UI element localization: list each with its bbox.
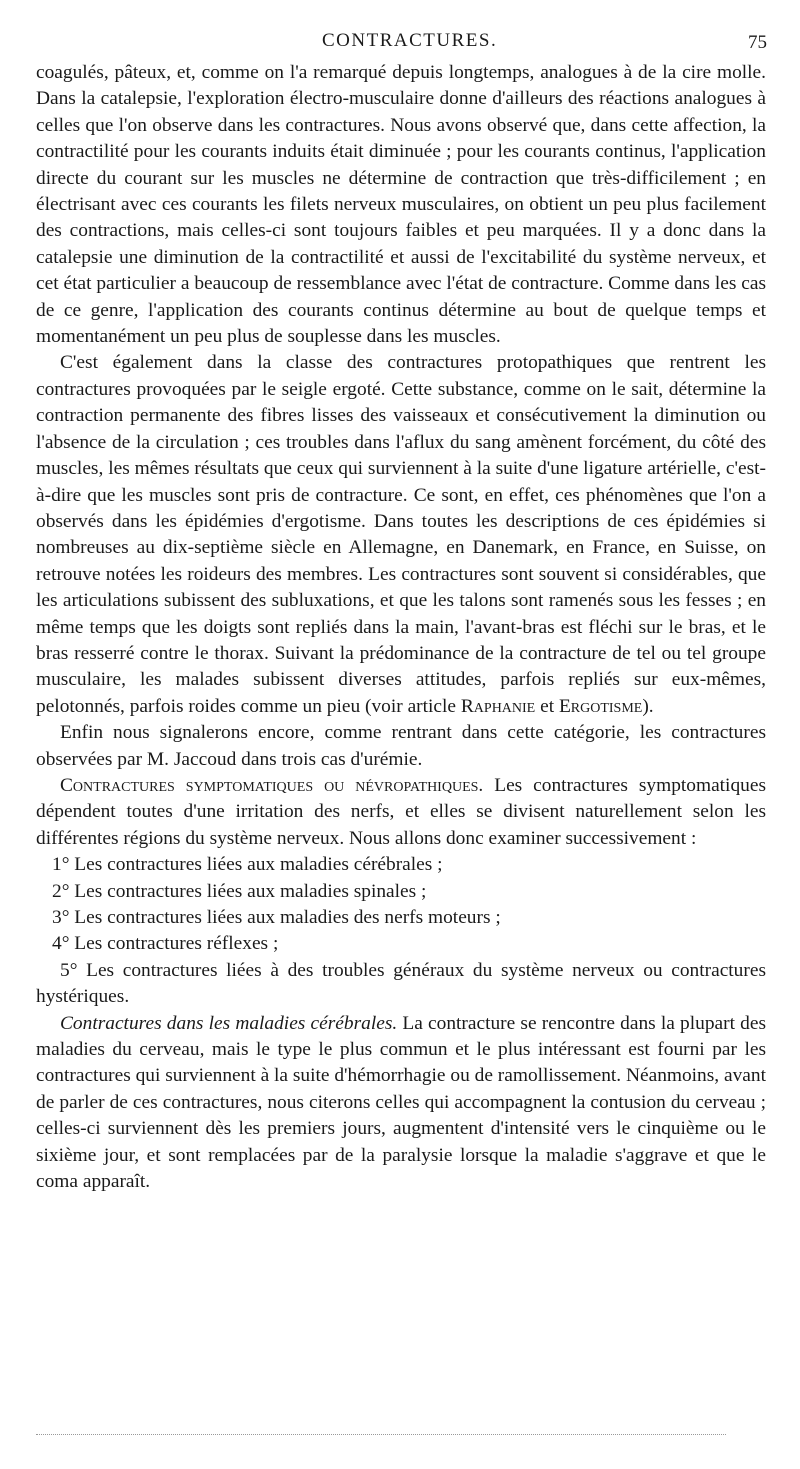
- paragraph-symptomatic: [36, 773, 766, 852]
- ref-close: ).: [642, 695, 654, 717]
- page-body: [36, 60, 766, 1195]
- section-heading-cerebral: Contractures dans les maladies cérébrales.: [60, 1012, 398, 1034]
- paragraph-ergot-text: C'est également dans la classe des contractures protopathiques que rentrent les contractures provoquées par le seigle ergoté. Cette substance, comme on le sait, détermine la contraction permanente des fibres lisses des vaisseaux et consécutivement la diminution ou l'absence de la circulation ; ces troubles dans l'aflux du sang amènent forcément, du côté des muscles, les mêmes résultats que ceux qui surviennent à la suite d'une ligature artérielle, c'est-à-dire que les muscles sont pris de contracture. Ce sont, en effet, ces phénomènes que l'on a observés dans les épidémies d'ergotisme. Dans toutes les descriptions de ces épidémies si nombreuses au dix-septième siècle en Allemagne, en Danemark, en France, en Suisse, on retrouve notées les roideurs des membres. Les contractures sont souvent si considérables, que les articulations subissent des subluxations, et que les talons sont ramenés sous les fesses ; en même temps que les doigts sont repliés dans la main, l'avant-bras est fléchi sur le bras, et le bras resserré contre le thorax. Suivant la prédominance de la contracture de tel ou tel groupe musculaire, les malades subissent diverses attitudes, parfois repliés sur eux-mêmes, pelotonnés, parfois roides comme un pieu (voir article: [36, 352, 766, 717]
- paragraph-catalepsy: coagulés, pâteux, et, comme on l'a remarqué depuis longtemps, analogues à de la cire molle. Dans la catalepsie, l'exploration électro-musculaire donne d'ailleurs des réactions analogues à celles que l'on observe dans les contractures. Nous avons observé que, dans cette affection, la contractilité pour les courants induits était diminuée ; pour les courants continus, l'application directe du courant sur les muscles ne détermine de contraction que très-difficilement ; en électrisant avec ces courants les filets nerveux musculaires, on obtient un peu plus facilement des contractions, mais celles-ci sont toujours faibles et peu marquées. Il y a donc dans la catalepsie une diminution de la contractilité et aussi de l'excitabilité du système nerveux, et cet état particulier a beaucoup de ressemblance avec l'état de contracture. Comme dans les cas de ce genre, l'application des courants continus détermine au bout de quelque temps et momentanément un peu plus de souplesse dans les muscles.: [36, 62, 766, 348]
- running-head: CONTRACTURES.: [322, 30, 498, 51]
- list-item: 5° Les contractures liées à des troubles généraux du système nerveux ou contractures hystériques.: [36, 959, 766, 1008]
- paragraph-uremia: Enfin nous signalerons encore, comme rentrant dans cette catégorie, les contractures observées par M. Jaccoud dans trois cas d'urémie.: [36, 722, 766, 770]
- paragraph-ergot: [36, 350, 766, 720]
- list-item: 2° Les contractures liées aux maladies spinales ;: [52, 880, 427, 902]
- page-header: [0, 30, 800, 56]
- ref-connector: et: [535, 695, 559, 717]
- paragraph-cerebral: [36, 1011, 766, 1196]
- list-item: 3° Les contractures liées aux maladies des nerfs moteurs ;: [52, 907, 501, 928]
- page-number: 75: [748, 32, 767, 53]
- ref-raphanie: Raphanie: [460, 695, 536, 717]
- section-heading-symptomatic: Contractures symptomatiques ou névropathiques.: [60, 774, 484, 796]
- paragraph-cerebral-text: La contracture se rencontre dans la plupart des maladies du cerveau, mais le type le plus commun et le plus intéressant est fourni par les contractures qui surviennent à la suite d'hémorrhagie ou de ramollissement. Néanmoins, avant de parler de ces contractures, nous citerons celles qui accompagnent la contusion du cerveau ; celles-ci surviennent dès les premiers jours, augmentent d'intensité vers le cinquième ou le sixième jour, et sont remplacées par de la paralysie lorsque la maladie s'aggrave et que le coma apparaît.: [36, 1012, 767, 1193]
- list-item: 4° Les contractures réflexes ;: [52, 933, 279, 955]
- footer-rule: [36, 1434, 726, 1435]
- list-item: 1° Les contractures liées aux maladies cérébrales ;: [52, 854, 443, 876]
- paragraph-symptomatic-text: Les contractures symptomatiques dépendent toutes d'une irritation des nerfs, et elles se divisent naturellement selon les différentes régions du système nerveux. Nous allons donc examiner successivement :: [36, 774, 766, 849]
- ref-ergotisme: Ergotisme: [558, 695, 643, 717]
